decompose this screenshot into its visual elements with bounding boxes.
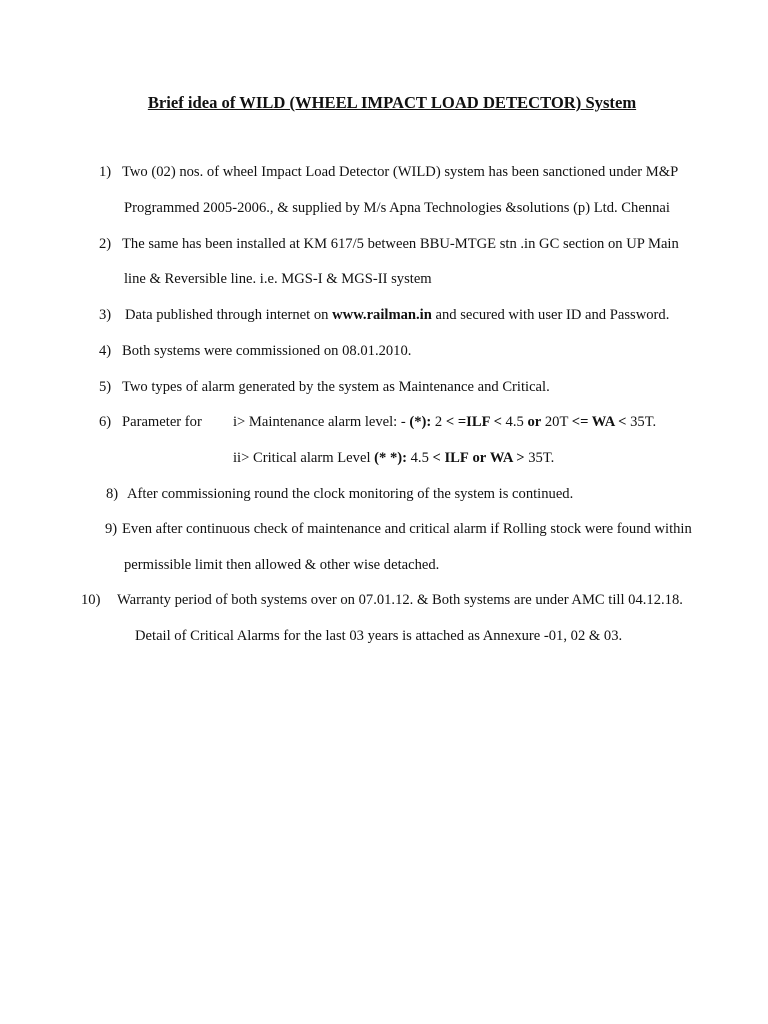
item-number-4: 4) — [99, 343, 112, 359]
item-3-pre: Data published through internet on — [125, 307, 333, 323]
annexure-note: Detail of Critical Alarms for the last 03 years is attached as Annexure -01, 02 & 03. — [135, 628, 623, 644]
item-number-9: 9) — [105, 521, 118, 537]
item-number-2: 2) — [99, 236, 112, 252]
item-3-text — [125, 306, 669, 324]
item-1-line-2: Programmed 2005-2006., & supplied by M/s Apna Technologies &solutions (p) Ltd. Chennai — [124, 200, 670, 216]
item-number-5: 5) — [99, 379, 112, 395]
railman-url: www.railman.in — [332, 307, 432, 323]
item-number-1: 1) — [99, 164, 112, 180]
item-2-line-2: line & Reversible line. i.e. MGS-I & MGS-II system — [124, 271, 432, 287]
item-number-8: 8) — [106, 486, 119, 502]
item-4-text: Both systems were commissioned on 08.01.2010. — [122, 343, 412, 359]
critical-alarm-level: ii> Critical alarm Level (* *): 4.5 < ILF or WA > 35T. — [233, 450, 555, 466]
parameter-label: Parameter for — [122, 414, 202, 430]
item-9-line-1: Even after continuous check of maintenance and critical alarm if Rolling stock were found within — [122, 521, 692, 537]
item-8-text: After commissioning round the clock monitoring of the system is continued. — [127, 486, 574, 502]
item-3-post: and secured with user ID and Password. — [431, 307, 670, 323]
item-number-3: 3) — [99, 307, 112, 323]
item-5-text: Two types of alarm generated by the system as Maintenance and Critical. — [122, 379, 550, 395]
item-2-line-1: The same has been installed at KM 617/5 between BBU-MTGE stn .in GC section on UP Main — [122, 236, 679, 252]
item-9-line-2: permissible limit then allowed & other wise detached. — [124, 557, 440, 573]
item-number-6: 6) — [99, 414, 112, 430]
item-number-10: 10) — [81, 592, 101, 608]
item-1-line-1: Two (02) nos. of wheel Impact Load Detector (WILD) system has been sanctioned under M&P — [122, 164, 679, 180]
document-title: Brief idea of WILD (WHEEL IMPACT LOAD DETECTOR) System — [147, 93, 637, 112]
maintenance-alarm-level: i> Maintenance alarm level: - (*): 2 < =ILF < 4.5 or 20T <= WA < 35T. — [233, 414, 657, 430]
item-10-text: Warranty period of both systems over on 07.01.12. & Both systems are under AMC till 04.12.18. — [117, 592, 683, 608]
